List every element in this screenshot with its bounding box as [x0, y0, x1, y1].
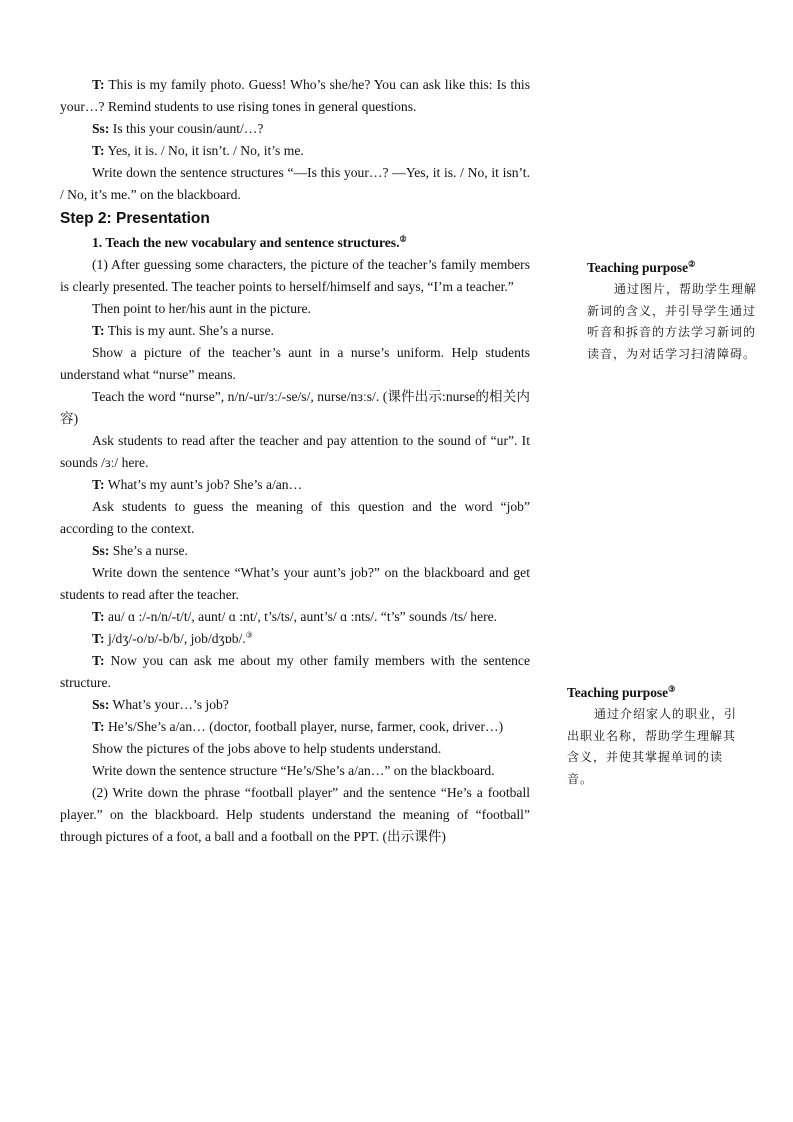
section-heading-text: 1. Teach the new vocabulary and sentence structures. — [92, 235, 400, 250]
paragraph-text: This is my aunt. She’s a nurse. — [104, 323, 274, 338]
paragraph — [60, 716, 530, 738]
paragraph-text: j/dʒ/-o/ɒ/-b/b/, job/dʒɒb/. — [104, 631, 246, 646]
paragraph: (2) Write down the phrase “football player” and the sentence “He’s a football player.” on the blackboard. Help students understand the meaning of “football” through pictures of a foot, a ball and a football on the PPT. (出示课件) — [60, 785, 530, 844]
section-heading — [60, 232, 530, 254]
paragraph-text: What’s your…’s job? — [109, 697, 229, 712]
speaker-label: T: — [92, 143, 105, 158]
footnote-marker: ③ — [668, 684, 676, 694]
teaching-purpose-note — [567, 682, 739, 790]
paragraph: (1) After guessing some characters, the picture of the teacher’s family members is clearly presented. The teacher points to herself/himself and says, “I’m a teacher.” — [60, 257, 530, 294]
paragraph — [60, 606, 530, 628]
note-title-text: Teaching purpose — [567, 685, 669, 700]
paragraph — [60, 320, 530, 342]
speaker-label: Ss: — [92, 697, 110, 712]
note-title — [567, 682, 739, 704]
paragraph — [60, 474, 530, 496]
note-text: 通过介绍家人的职业，引出职业名称，帮助学生理解其含义，并使其掌握单词的读音。 — [567, 707, 738, 786]
note-text: 通过图片，帮助学生理解新词的含义，并引导学生通过听音和拆音的方法学习新词的读音，为对话学习扫清障碍。 — [587, 282, 758, 361]
speaker-label: T: — [92, 631, 105, 646]
main-column — [60, 74, 530, 848]
paragraph-text: Yes, it is. / No, it isn’t. / No, it’s me. — [104, 143, 304, 158]
speaker-label: Ss: — [92, 121, 110, 136]
speaker-label: T: — [92, 77, 105, 92]
paragraph: Then point to her/his aunt in the picture. — [92, 301, 311, 316]
paragraph-text: She’s a nurse. — [109, 543, 188, 558]
speaker-label: Ss: — [92, 543, 110, 558]
speaker-label: T: — [92, 719, 105, 734]
paragraph — [60, 540, 530, 562]
paragraph — [60, 628, 530, 650]
paragraph: Write down the sentence structures “—Is this your…? —Yes, it is. / No, it isn’t. / No, it’s me.” on the blackboard. — [60, 165, 530, 202]
paragraph-text: au/ ɑ :/-n/n/-t/t/, aunt/ ɑ :nt/, t’s/ts/, aunt’s/ ɑ :nts/. “t’s” sounds /ts/ here. — [104, 609, 498, 624]
paragraph-text: This is my family photo. Guess! Who’s she/he? You can ask like this: Is this your…? Remind students to use rising tones in general questions. — [60, 77, 530, 114]
paragraph-text: Is this your cousin/aunt/…? — [109, 121, 264, 136]
paragraph-text: Now you can ask me about my other family members with the sentence structure. — [60, 653, 530, 690]
paragraph: Show the pictures of the jobs above to help students understand. — [92, 741, 442, 756]
speaker-label: T: — [92, 653, 105, 668]
paragraph — [60, 140, 530, 162]
footnote-marker: ② — [688, 259, 696, 269]
note-title-text: Teaching purpose — [587, 260, 689, 275]
paragraph: Ask students to guess the meaning of this question and the word “job” according to the context. — [60, 499, 530, 536]
note-title — [587, 257, 759, 279]
step-heading: Step 2: Presentation — [60, 210, 210, 227]
paragraph: Write down the sentence “What’s your aunt’s job?” on the blackboard and get students to read after the teacher. — [60, 565, 530, 602]
paragraph: Ask students to read after the teacher and pay attention to the sound of “ur”. It sounds /ɜː/ here. — [60, 433, 530, 470]
paragraph: Teach the word “nurse”, n/n/-ur/ɜː/-se/s/, nurse/nɜːs/. (课件出示:nurse的相关内容) — [60, 389, 530, 426]
paragraph: Write down the sentence structure “He’s/She’s a/an…” on the blackboard. — [92, 763, 495, 778]
footnote-marker: ③ — [245, 630, 253, 640]
paragraph: Show a picture of the teacher’s aunt in a nurse’s uniform. Help students understand what “nurse” means. — [60, 345, 530, 382]
paragraph — [60, 74, 530, 118]
paragraph — [60, 118, 530, 140]
speaker-label: T: — [92, 323, 105, 338]
footnote-marker: ② — [399, 234, 407, 244]
paragraph-text: What’s my aunt’s job? She’s a/an… — [104, 477, 303, 492]
paragraph — [60, 650, 530, 694]
paragraph — [60, 694, 530, 716]
speaker-label: T: — [92, 477, 105, 492]
paragraph-text: He’s/She’s a/an… (doctor, football player, nurse, farmer, cook, driver…) — [104, 719, 504, 734]
speaker-label: T: — [92, 609, 105, 624]
teaching-purpose-note — [587, 257, 759, 365]
